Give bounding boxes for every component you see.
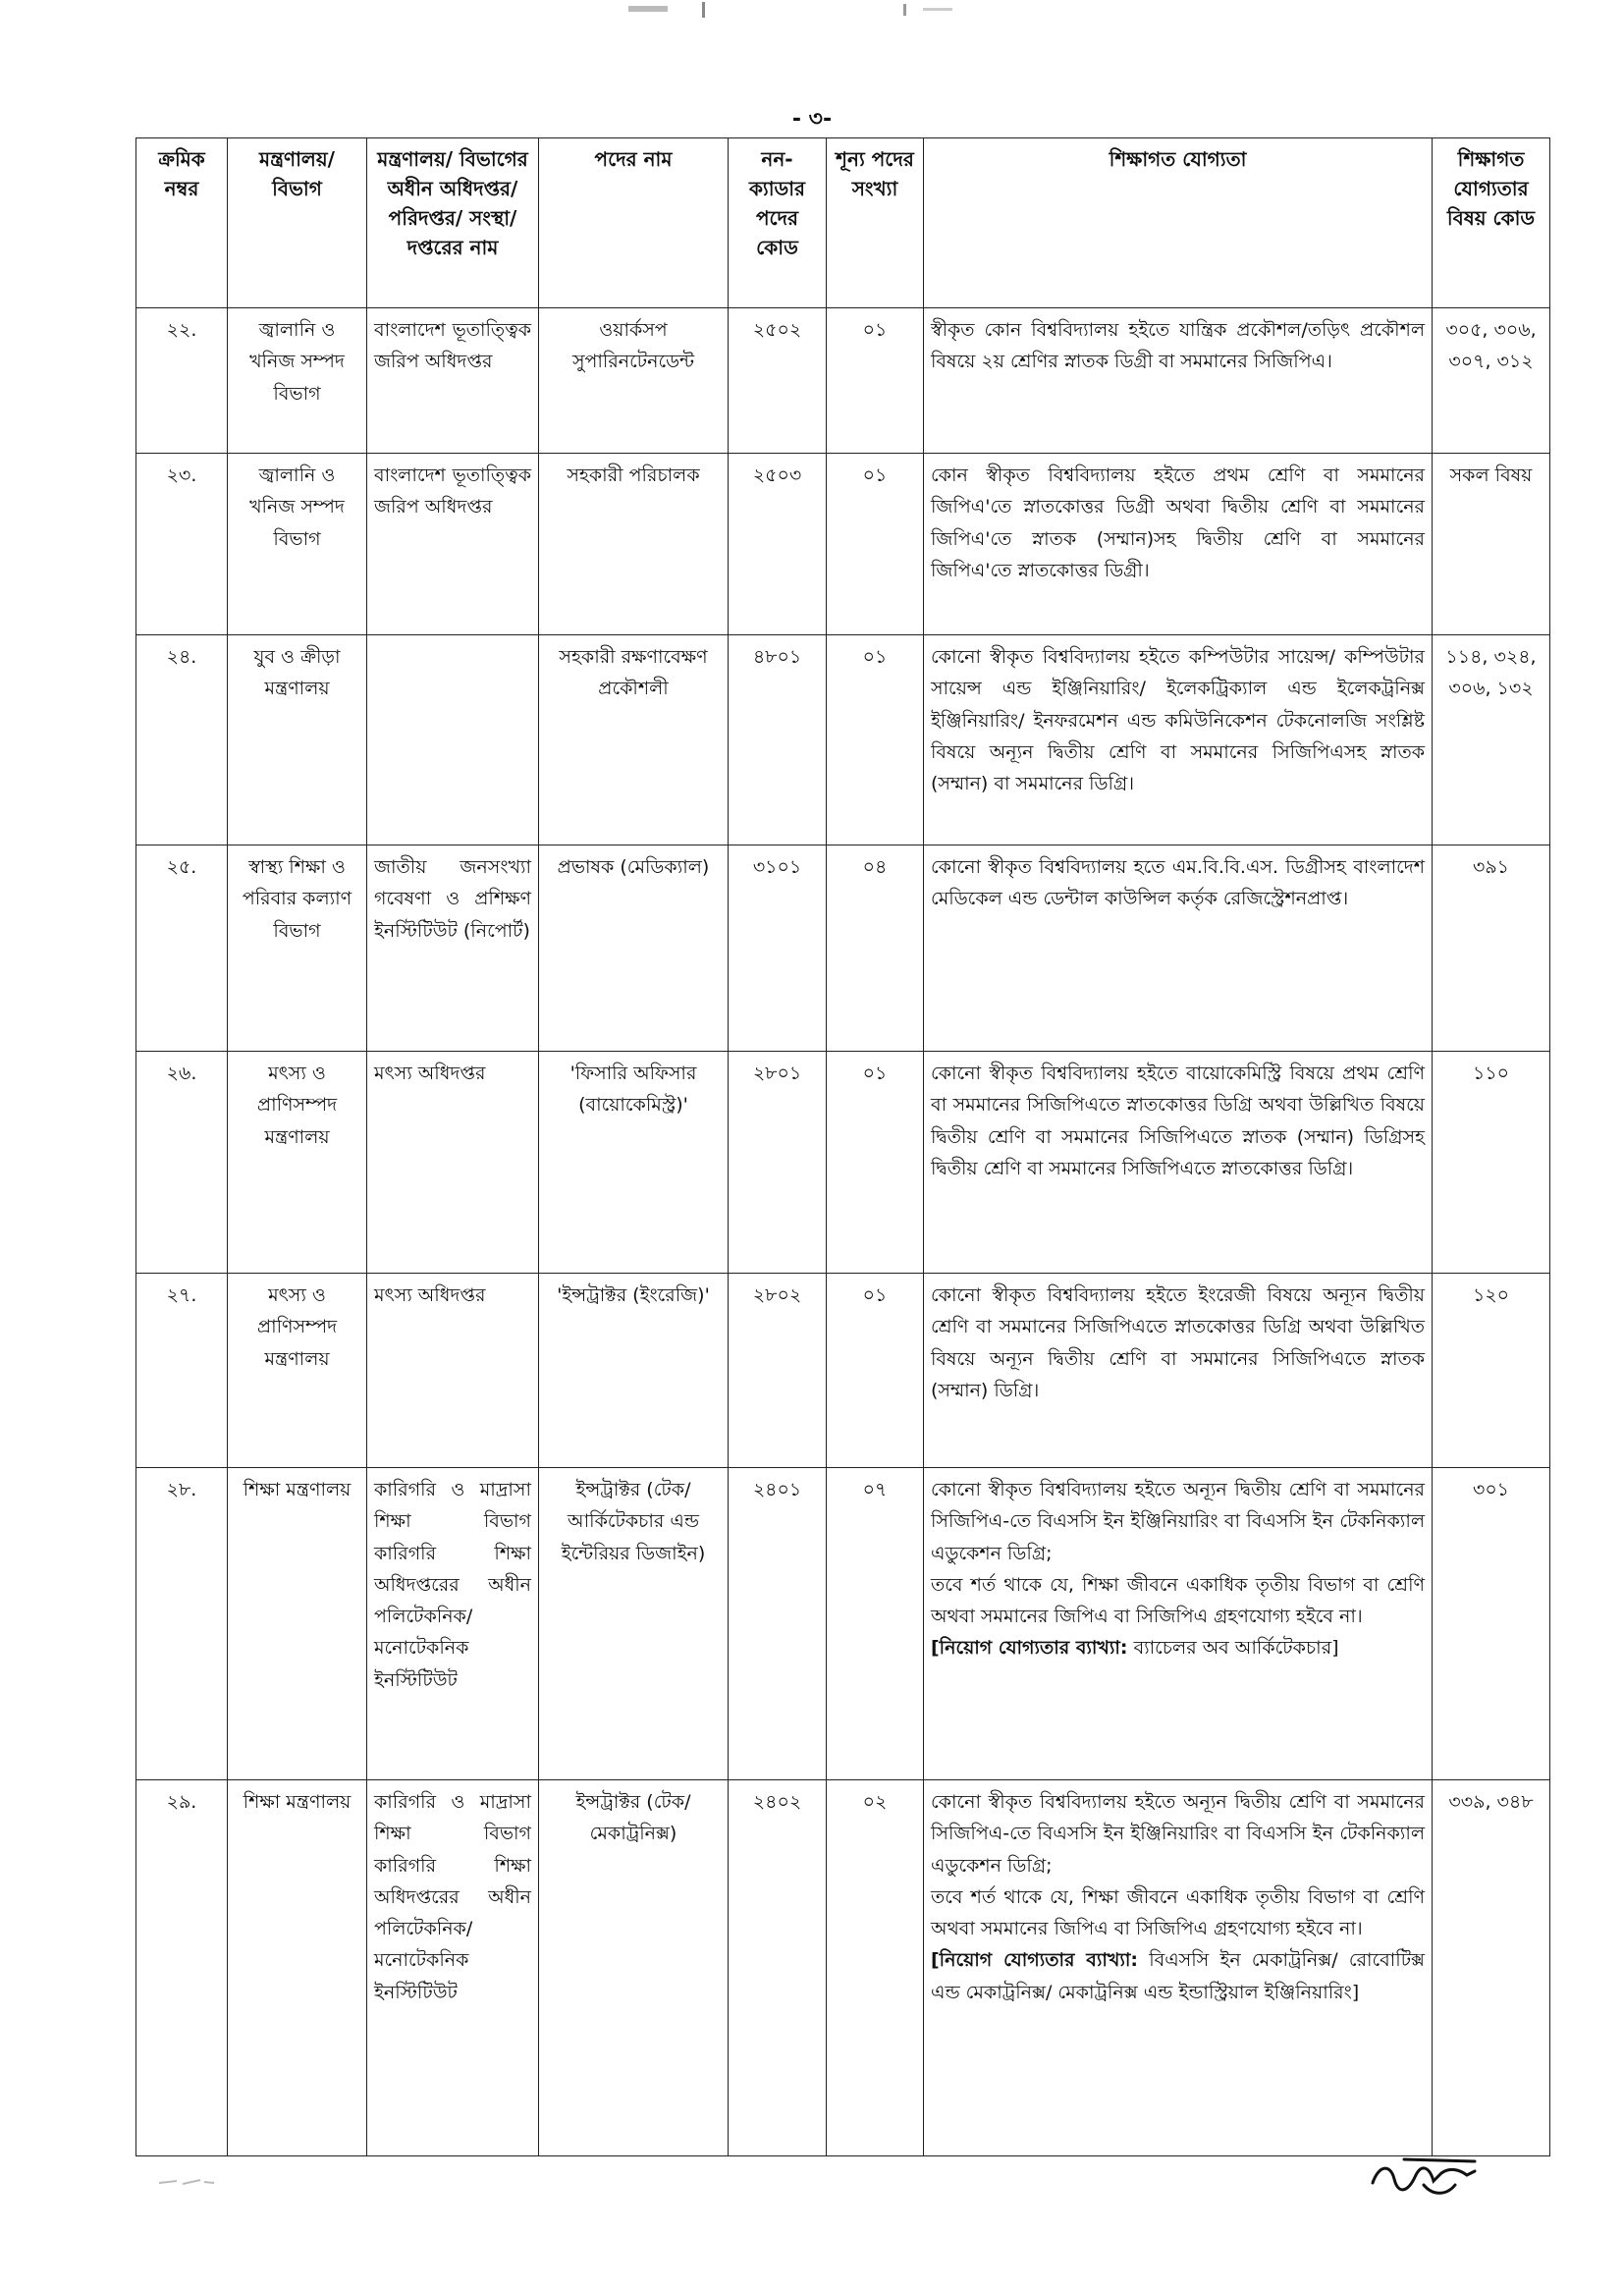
page-number: - ৩- bbox=[791, 107, 833, 132]
row-post: ইন্সট্রাক্টর (টেক/ আর্কিটেকচার এন্ড ইন্টেরিয়র ডিজাইন) bbox=[539, 1468, 729, 1780]
row-post: 'ফিসারি অফিসার (বায়োকেমিস্ট্র)' bbox=[539, 1052, 729, 1274]
qualification-paragraph: কোনো স্বীকৃত বিশ্ববিদ্যালয় হইতে অন্যূন দ্বিতীয় শ্রেণি বা সমমানের সিজিপিএ-তে বিএসসি ইন ইঞ্জিনিয়ারিং বা বিএসসি ইন টেকনিক্যাল এডুকেশন ডিগ্রি; bbox=[931, 1791, 1425, 1877]
scan-artifact-corner bbox=[157, 2175, 216, 2189]
row-ministry: মৎস্য ও প্রাণিসম্পদ মন্ত্রণালয় bbox=[228, 1274, 367, 1468]
header-ministry: মন্ত্রণালয়/ বিভাগ bbox=[228, 138, 367, 308]
row-vacancy: ০৪ bbox=[827, 845, 924, 1052]
row-post: সহকারী রক্ষণাবেক্ষণ প্রকৌশলী bbox=[539, 635, 729, 845]
row-ministry: শিক্ষা মন্ত্রণালয় bbox=[228, 1780, 367, 2156]
row-serial: ২৪. bbox=[136, 635, 228, 845]
row-vacancy: ০১ bbox=[827, 454, 924, 635]
row-subject-code: ১১৪, ৩২৪, ৩০৬, ১৩২ bbox=[1433, 635, 1550, 845]
row-subject-code: সকল বিষয় bbox=[1433, 454, 1550, 635]
header-qualification: শিক্ষাগত যোগ্যতা bbox=[924, 138, 1433, 308]
row-serial: ২৭. bbox=[136, 1274, 228, 1468]
header-serial: ক্রমিক নম্বর bbox=[136, 138, 228, 308]
row-post: প্রভাষক (মেডিক্যাল) bbox=[539, 845, 729, 1052]
row-serial: ২৬. bbox=[136, 1052, 228, 1274]
table-header-row bbox=[136, 138, 1550, 308]
signature bbox=[1365, 2146, 1483, 2205]
job-requirements-table bbox=[135, 137, 1550, 2156]
row-code: ২৮০১ bbox=[729, 1052, 827, 1274]
row-department bbox=[367, 635, 539, 845]
row-department: মৎস্য অধিদপ্তর bbox=[367, 1274, 539, 1468]
row-ministry: মৎস্য ও প্রাণিসম্পদ মন্ত্রণালয় bbox=[228, 1052, 367, 1274]
row-code: ২৪০১ bbox=[729, 1468, 827, 1780]
row-serial: ২৫. bbox=[136, 845, 228, 1052]
row-post: 'ইন্সট্রাক্টর (ইংরেজি)' bbox=[539, 1274, 729, 1468]
header-subject-code: শিক্ষাগত যোগ্যতার বিষয় কোড bbox=[1433, 138, 1550, 308]
row-subject-code: ৩৯১ bbox=[1433, 845, 1550, 1052]
note-label: [নিয়োগ যোগ্যতার ব্যাখ্যা: bbox=[931, 1637, 1128, 1660]
table-row bbox=[136, 1468, 1550, 1780]
qualification-paragraph: তবে শর্ত থাকে যে, শিক্ষা জীবনে একাধিক তৃতীয় বিভাগ বা শ্রেণি অথবা সমমানের জিপিএ বা সিজিপিএ গ্রহণযোগ্য হইবে না। bbox=[931, 1573, 1425, 1628]
qualification-paragraph: কোন স্বীকৃত বিশ্ববিদ্যালয় হইতে প্রথম শ্রেণি বা সমমানের জিপিএ'তে স্নাতকোত্তর ডিগ্রী অথবা দ্বিতীয় শ্রেণি বা সমমানের জিপিএ'তে স্নাতক (সম্মান)সহ দ্বিতীয় শ্রেণি বা সমমানের জিপিএ'তে স্নাতকোত্তর ডিগ্রী। bbox=[931, 464, 1425, 581]
row-serial: ২৩. bbox=[136, 454, 228, 635]
table-row bbox=[136, 1274, 1550, 1468]
qualification-paragraph: তবে শর্ত থাকে যে, শিক্ষা জীবনে একাধিক তৃতীয় বিভাগ বা শ্রেণি অথবা সমমানের জিপিএ বা সিজিপিএ গ্রহণযোগ্য হইবে না। bbox=[931, 1885, 1425, 1940]
row-vacancy: ০১ bbox=[827, 635, 924, 845]
row-serial: ২৮. bbox=[136, 1468, 228, 1780]
row-code: ৩১০১ bbox=[729, 845, 827, 1052]
row-ministry: স্বাস্থ্য শিক্ষা ও পরিবার কল্যাণ বিভাগ bbox=[228, 845, 367, 1052]
note-text: ব্যাচেলর অব আর্কিটেকচার] bbox=[1133, 1637, 1339, 1660]
qualification-paragraph: কোনো স্বীকৃত বিশ্ববিদ্যালয় হইতে অন্যূন দ্বিতীয় শ্রেণি বা সমমানের সিজিপিএ-তে বিএসসি ইন ইঞ্জিনিয়ারিং বা বিএসসি ইন টেকনিক্যাল এডুকেশন ডিগ্রি; bbox=[931, 1479, 1425, 1564]
row-vacancy: ০১ bbox=[827, 308, 924, 454]
qualification-paragraph: কোনো স্বীকৃত বিশ্ববিদ্যালয় হতে এম.বি.বি.এস. ডিগ্রীসহ বাংলাদেশ মেডিকেল এন্ড ডেন্টাল কাউন্সিল কর্তৃক রেজিস্ট্রেশনপ্রাপ্ত। bbox=[931, 856, 1425, 910]
qualification-paragraph: স্বীকৃত কোন বিশ্ববিদ্যালয় হইতে যান্ত্রিক প্রকৌশল/তড়িৎ প্রকৌশল বিষয়ে ২য় শ্রেণির স্নাতক ডিগ্রী বা সমমানের সিজিপিএ। bbox=[931, 319, 1425, 373]
row-department: মৎস্য অধিদপ্তর bbox=[367, 1052, 539, 1274]
row-qualification bbox=[924, 1780, 1433, 2156]
table-row bbox=[136, 308, 1550, 454]
row-department: বাংলাদেশ ভূতাত্ত্বিক জরিপ অধিদপ্তর bbox=[367, 454, 539, 635]
header-post: পদের নাম bbox=[539, 138, 729, 308]
row-ministry: শিক্ষা মন্ত্রণালয় bbox=[228, 1468, 367, 1780]
table-row bbox=[136, 635, 1550, 845]
row-code: ৪৮০১ bbox=[729, 635, 827, 845]
row-qualification bbox=[924, 454, 1433, 635]
row-serial: ২২. bbox=[136, 308, 228, 454]
qualification-paragraph: কোনো স্বীকৃত বিশ্ববিদ্যালয় হইতে বায়োকেমিস্ট্রি বিষয়ে প্রথম শ্রেণি বা সমমানের সিজিপিএতে স্নাতকোত্তর ডিগ্রি অথবা উল্লিখিত বিষয়ে দ্বিতীয় শ্রেণি বা সমমানের সিজিপিএতে স্নাতক (সম্মান) ডিগ্রিসহ দ্বিতীয় শ্রেণি বা সমমানের সিজিপিএতে স্নাতকোত্তর ডিগ্রি। bbox=[931, 1063, 1425, 1179]
qualification-note bbox=[931, 1944, 1425, 2008]
row-code: ২৪০২ bbox=[729, 1780, 827, 2156]
row-serial: ২৯. bbox=[136, 1780, 228, 2156]
row-subject-code: ৩০১ bbox=[1433, 1468, 1550, 1780]
row-qualification bbox=[924, 1468, 1433, 1780]
row-vacancy: ০৭ bbox=[827, 1468, 924, 1780]
table-row bbox=[136, 845, 1550, 1052]
row-qualification bbox=[924, 308, 1433, 454]
table-row bbox=[136, 454, 1550, 635]
row-code: ২৫০৩ bbox=[729, 454, 827, 635]
row-ministry: জ্বালানি ও খনিজ সম্পদ বিভাগ bbox=[228, 454, 367, 635]
header-department: মন্ত্রণালয়/ বিভাগের অধীন অধিদপ্তর/ পরিদপ্তর/ সংস্থা/ দপ্তরের নাম bbox=[367, 138, 539, 308]
row-qualification bbox=[924, 635, 1433, 845]
row-post: সহকারী পরিচালক bbox=[539, 454, 729, 635]
row-subject-code: ১২০ bbox=[1433, 1274, 1550, 1468]
row-ministry: জ্বালানি ও খনিজ সম্পদ বিভাগ bbox=[228, 308, 367, 454]
row-vacancy: ০১ bbox=[827, 1052, 924, 1274]
row-post: ওয়ার্কসপ সুপারিনটেনডেন্ট bbox=[539, 308, 729, 454]
scan-artifact bbox=[628, 0, 1001, 22]
table-row bbox=[136, 1052, 1550, 1274]
row-subject-code: ১১০ bbox=[1433, 1052, 1550, 1274]
row-ministry: যুব ও ক্রীড়া মন্ত্রণালয় bbox=[228, 635, 367, 845]
header-code: নন- ক্যাডার পদের কোড bbox=[729, 138, 827, 308]
row-department: কারিগরি ও মাদ্রাসা শিক্ষা বিভাগ কারিগরি শিক্ষা অধিদপ্তরের অধীন পলিটেকনিক/ মনোটেকনিক ইনস্টিটিউট bbox=[367, 1780, 539, 2156]
qualification-note bbox=[931, 1632, 1425, 1663]
qualification-paragraph: কোনো স্বীকৃত বিশ্ববিদ্যালয় হইতে কম্পিউটার সায়েন্স/ কম্পিউটার সায়েন্স এন্ড ইঞ্জিনিয়ারিং/ ইলেকট্রিক্যাল এন্ড ইলেকট্রনিক্স ইঞ্জিনিয়ারিং/ ইনফরমেশন এন্ড কমিউনিকেশন টেকনোলজি সংশ্লিষ্ট বিষয়ে অন্যূন দ্বিতীয় শ্রেণি বা সমমানের সিজিপিএসহ স্নাতক (সম্মান) বা সমমানের ডিগ্রি। bbox=[931, 646, 1425, 795]
row-qualification bbox=[924, 1052, 1433, 1274]
row-subject-code: ৩০৫, ৩০৬, ৩০৭, ৩১২ bbox=[1433, 308, 1550, 454]
row-code: ২৮০২ bbox=[729, 1274, 827, 1468]
row-department: জাতীয় জনসংখ্যা গবেষণা ও প্রশিক্ষণ ইনস্টিটিউট (নিপোর্ট) bbox=[367, 845, 539, 1052]
row-qualification bbox=[924, 845, 1433, 1052]
note-text: বিএসসি ইন মেকাট্রনিক্স/ রোবোটিক্স এন্ড মেকাট্রনিক্স/ মেকাট্রনিক্স এন্ড ইন্ডাস্ট্রিয়াল ইঞ্জিনিয়ারিং] bbox=[931, 1949, 1426, 2003]
row-department: কারিগরি ও মাদ্রাসা শিক্ষা বিভাগ কারিগরি শিক্ষা অধিদপ্তরের অধীন পলিটেকনিক/ মনোটেকনিক ইনস্টিটিউট bbox=[367, 1468, 539, 1780]
row-post: ইন্সট্রাক্টর (টেক/ মেকাট্রনিক্স) bbox=[539, 1780, 729, 2156]
note-label: [নিয়োগ যোগ্যতার ব্যাখ্যা: bbox=[931, 1949, 1138, 1972]
header-vacancy: শূন্য পদের সংখ্যা bbox=[827, 138, 924, 308]
table-row bbox=[136, 1780, 1550, 2156]
row-department: বাংলাদেশ ভূতাত্ত্বিক জরিপ অধিদপ্তর bbox=[367, 308, 539, 454]
row-code: ২৫০২ bbox=[729, 308, 827, 454]
row-qualification bbox=[924, 1274, 1433, 1468]
qualification-paragraph: কোনো স্বীকৃত বিশ্ববিদ্যালয় হইতে ইংরেজী বিষয়ে অন্যূন দ্বিতীয় শ্রেণি বা সমমানের সিজিপিএতে স্নাতকোত্তর ডিগ্রি অথবা উল্লিখিত বিষয়ে অন্যূন দ্বিতীয় শ্রেণি বা সমমানের সিজিপিএতে স্নাতক (সম্মান) ডিগ্রি। bbox=[931, 1284, 1425, 1401]
row-vacancy: ০২ bbox=[827, 1780, 924, 2156]
row-vacancy: ০১ bbox=[827, 1274, 924, 1468]
row-subject-code: ৩৩৯, ৩৪৮ bbox=[1433, 1780, 1550, 2156]
